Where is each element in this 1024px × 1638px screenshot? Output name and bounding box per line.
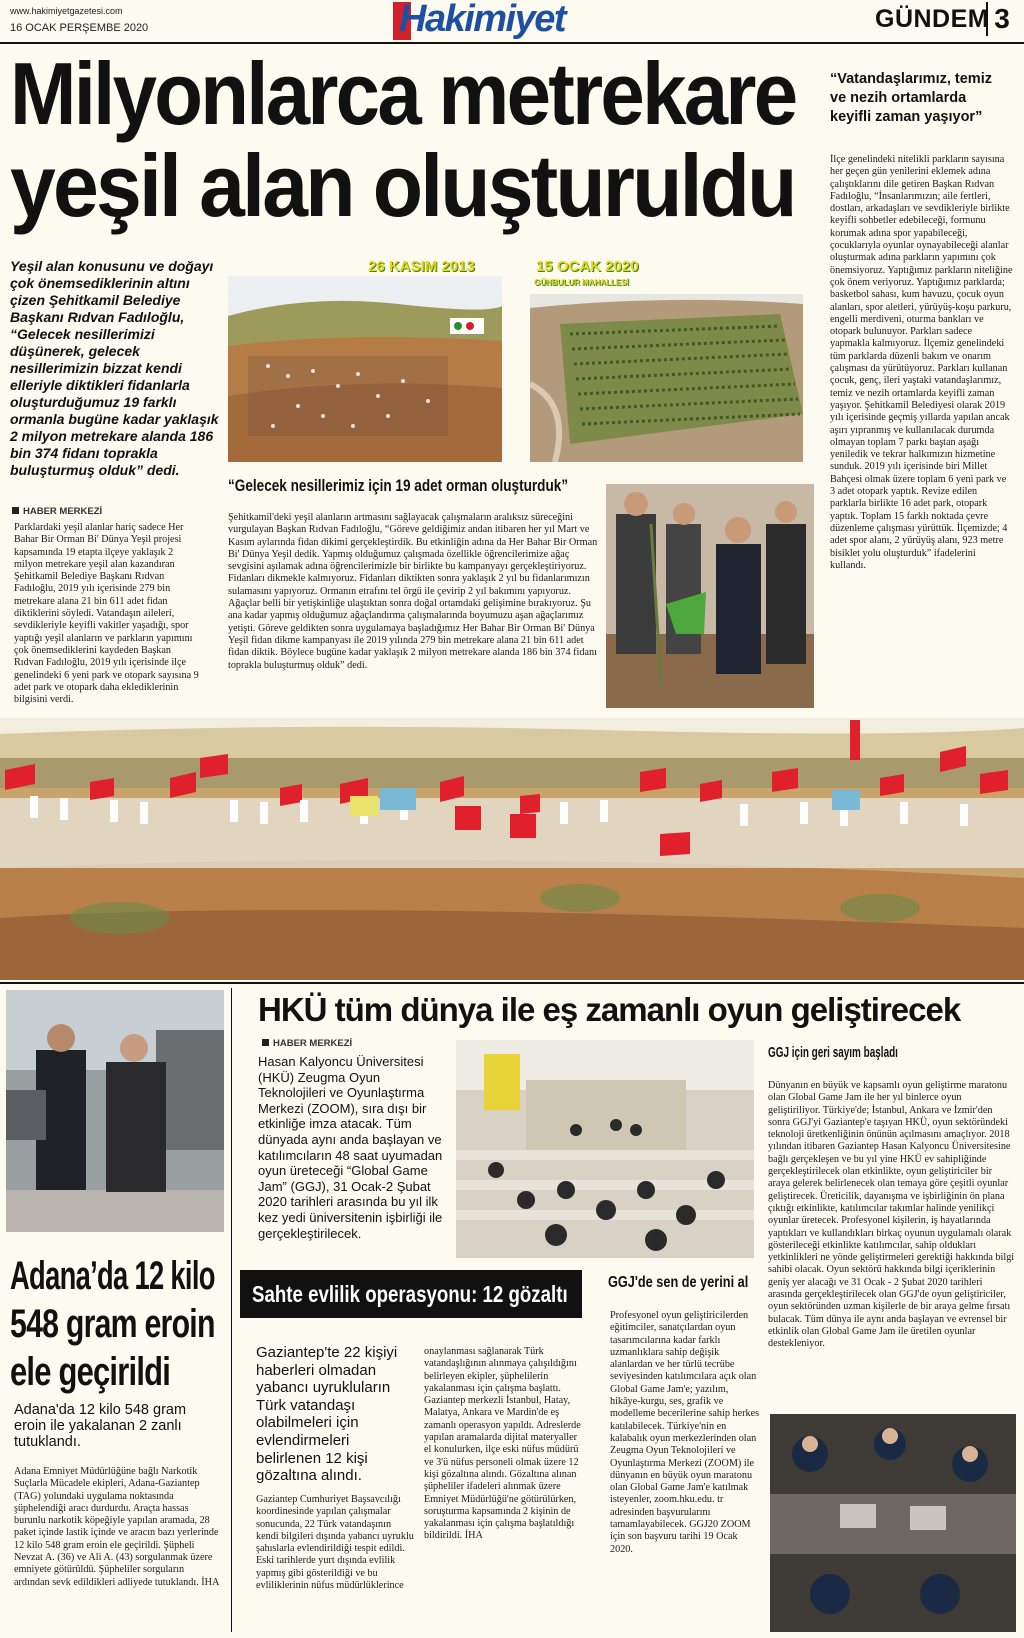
issue-date: 16 OCAK PERŞEMBE 2020 <box>10 22 149 34</box>
laptops-photo-svg <box>770 1414 1016 1632</box>
body-mid: Şehitkamil'deki yeşil alanların artmasını sağlayacak çalışmaların aralıksız süreceğini vurgulayan Başkan Rıdvan Fadıloğlu, “Göreve geldiğimiz andan itibaren her yıl Mart ve Kasım aylarında fidan dikimi gerçekleştirdik. Bu etkinliğin adına da Her Bahar Bir Orman Bi' Dünya Yeşil dedik. Yapmış olduğumuz çalışmada özellikle öğrencilerimize ağaç sevgisini aşılamak adına öğrencilerimizle bir birlikte bu kampanyayı gerçekleştiriyoruz. Fidanları dikmekle kalmıyoruz. Fidanları diktikten sonra yaklaşık 2 yıl bu fidanlarımızın sulamasını yapıyoruz. Ormanın etrafını tel örgü ile çevirip 2 yıl bakımını yapıyoruz. Ağaçlar belli bir yetişkinliğe ulaştıktan sonra doğal ortamdaki gelişimine bırakıyoruz. Şu ana kadar yapmış olduğumuz ağaçlandırma çalışmalarında boyumuzu aşan ağaçlarımız yetişti. Göreve geldikten sonra uygulamaya başladığımız Her Bahar Bir Orman Bi' Dünya Yeşil fidan dikme kampanyası ile 2019 yılında 279 bin metrekare alana 21 bin 611 adet fidan diktik. Böylece bugüne kadar yaklaşık 2 milyon metrekare alanda 186 bin 374 fidanı toprakla buluşturmuş olduk” dedi. <box>228 512 598 671</box>
hku-subhead-2: GGJ'de sen de yerini al <box>608 1274 749 1291</box>
hku-body-2: Profesyonel oyun geliştiricilerden eğitimciler, sanatçılardan oyun tasarımcılarına kadar farklı uzmanlıklara sahip değişik alanlardan ve her türlü tecrübe seviyesinden katılımcılara açık olan Global Game Jam'e; yazılım, hikâye-kurgu, ses, grafik ve modelleme becerilerine sahip herkes katılabilecek. Türkiye'nin en kalabalık oyun merkezlerinden olan Zeugma Oyun Teknolojileri ve Oyunlaştırma Merkezi (ZOOM) ile dünyanın en büyük oyun maratonu olan Global Game Jam'e katılmak isteyenler, zoom.hku.edu. tr adresinden başvurularını tamamlayabilecek. GGJ20 ZOOM için son başvuru tarihi 19 Ocak 2020. <box>610 1310 760 1555</box>
photo-forest-2020 <box>530 294 803 462</box>
photo2-date: 15 OCAK 2020 <box>536 258 639 275</box>
subhead-19-forests: “Gelecek nesillerimiz için 19 adet orman oluşturduk” <box>228 476 569 495</box>
adana-divider <box>231 988 232 1632</box>
sahte-body-1: Gaziantep Cumhuriyet Başsavcılığı koordinesinde yapılan çalışmalar sonucunda, 22 Türk vatandaşının kendi bilgileri dışında yabancı uyruklu şahıslarla evlendirildiği tespit edildi. Eski tarihlerde yurt dışında evlilik yapmış gibi gösterildiği ve bu evliliklerinin nüfus müdürlüklerince <box>256 1494 414 1592</box>
hku-body-1: Dünyanın en büyük ve kapsamlı oyun geliştirme maratonu olan Global Game Jam ile her yıl binlerce oyun geliştiriliyor. Türkiye'de; İstanbul, Ankara ve İzmir'den sonra GGJ'yi Gaziantep'e taşıyan HKÜ, oyun sektöründeki teknoloji üretkenliğinin önünün açılmasını amaçlıyor. 2018 yılından itibaren Gaziantep Hasan Kalyoncu Üniversitesine bağlı gerçekleşen ve bu yıl yine HKÜ ev sahipliğinde gerçekleştirilecek olan etkinlikte, oyun geliştiriciler bir araya gelerek belirlenecek olan temaya göre çeşitli oyunlar geliştirecek. Üreticilik, dayanışma ve işbirliğinin ön plana çıktığı etkinlikte, katılımcılar takımlar halinde yenilikçi oyunlar üretecek. Profesyonel kişilerin, iş hayatlarında yaptıkları ve kullandıkları birkaç oyunun uygulamalı olarak gösterileceği etkinlikte katılımcılar, sahip oldukları yetkinlikleri ne yönde geliştirmeleri gerektiği hakkında bilgi sahibi olacak. Oyun sektörü hakkında bilgi içeriklerinin geniş yer alacağı ve 31 Ocak - 2 Şubat 2020 tarihleri arasında gerçekleştirilecek olan GGJ'de oyun geliştiriciler, oyun sektöründen uzman kişilerle de bir araya gelme fırsatı bulacak. Tüm dünya ile aynı anda başlayan ve evrensel bir etkinlik olan Global Game Jam ile üretilen oyunlar destekleniyor. <box>768 1080 1015 1350</box>
headline-line1: Milyonlarca metrekare <box>10 44 796 143</box>
photo-students-laptops <box>770 1414 1016 1632</box>
sahte-lead: Gaziantep'te 22 kişiyi haberleri olmadan yabancı uyrukluların Türk vatandaşı olabilmeleri için evlendirmeleri belirlenen 12 kişi gözaltına alındı. <box>256 1344 398 1485</box>
adana-headline-1: Adana’da 12 kilo <box>10 1254 215 1298</box>
hku-byline: HABER MERKEZİ <box>262 1038 352 1049</box>
photo-police-arrest <box>6 990 224 1232</box>
hall-photo-svg <box>456 1040 754 1258</box>
byline: HABER MERKEZİ <box>12 506 102 517</box>
sahte-body-2: onaylanması sağlanarak Türk vatandaşlığının alınmaya çalışıldığını belirleyen ekipler, şüphelilerin yakalanması için çalışma başlattı. Gaziantep merkezli İstanbul, Hatay, Malatya, Ankara ve Mardin'de eş zamanlı operasyon yapıldı. Adreslerde yapılan aramalarda dijital materyaller el konulurken, ilçe eski nüfus müdürü ve 3'ü nüfus personeli olmak üzere 12 kişi gözaltına alındı. Gözaltına alınan şüpheliler ifadeleri alınmak üzere Emniyet Müdürlüğü'ne götürülürken, soruşturma kapsamında 2 kişinin de yakalanması için çalışma başlatıldığı bildirildi. İHA <box>424 1346 581 1542</box>
photo-mayor-svg <box>606 484 814 708</box>
adana-body: Adana Emniyet Müdürlüğüne bağlı Narkotik Suçlarla Mücadele ekipleri, Adana-Gaziantep (TAG) yolundaki uygulama noktasında şüphelendiği aracı durdurdu. Araçta hassas burunlu narkotik köpeğiyle yapılan aramada, 28 paket içinde lastik içinde ve aracın bazı yerlerinde 12 kilo 548 gram eroin ele geçirildi. Şüpheli Nevzat A. (36) ve Ali A. (43) sorgulanmak üzere emniyete götürüldü. Şüpheliler sorguların ardından sevk edildikleri adliyede tutuklandı. İHA <box>14 1466 220 1588</box>
hku-subhead-1: GGJ için geri sayım başladı <box>768 1044 898 1061</box>
panorama-svg <box>0 718 1024 980</box>
sahte-headline-box <box>240 1270 582 1318</box>
logo <box>393 0 585 42</box>
headline-line2: yeşil alan oluşturuldu <box>10 136 795 235</box>
hku-lead: Hasan Kalyoncu Üniversitesi (HKÜ) Zeugma Oyun Teknolojileri ve Oyunlaştırma Merkezi (ZOOM), sıra dışı bir etkinliğe imza atacak. Tüm dünyada aynı anda başlayan ve katılımcıların 48 saat uyumadan oyun üreteceği “Global Game Jam” (GGJ), 31 Ocak-2 Şubat 2020 tarihleri arasında bu yıl ilk kez yedi üniversitenin işbirliği ile gerçekleştirilecek. <box>258 1054 443 1241</box>
adana-lead: Adana'da 12 kilo 548 gram eroin ile yakalanan 2 zanlı tutuklandı. <box>14 1402 187 1450</box>
body-right: İlçe genelindeki nitelikli parkların sayısına her geçen gün yenilerini eklemek adına çalıştıklarını dile getiren Başkan Rıdvan Fadıloğlu, “İnsanlarımızın; aile fertleri, dostları, arkadaşları ve sevdikleriyle birlikte keyifli sohbetler edebileceği, formunu korumak adına spor yapabileceği, çocuklarıyla oyunlar oynayabileceği alanlar oluşturmak adına parkların yapımını çok önemsiyoruz. Yaptığımız parkların niteliğine çok önem veriyoruz. Yaptığımız parklarda; basketbol sahası, kum havuzu, çocuk oyun alanları, spor aletleri, yürüyüş-koşu parkuru, engelli merdiveni, oturma bankları ve otopark bulunuyor. Parkları sadece yapmakla kalmıyoruz. İlçemiz genelindeki tüm parklarda düzenli bakım ve onarım çalışması da yürütüyoruz. Parkları kullanan çocuk, genç, ileri yaştaki vatandaşlarımız, temiz ve nezih ortamlarda keyifli zaman yaşıyor. Şehitkamil Belediyesi olarak 2019 yılı içerisinde geçmiş yıllarda yapılan ancak aşırı yıpranmış ve kullanılacak durumda olmayan toplam 7 parkı baştan aşağı yeniledik ve tekrar halkımızın hizmetine sunduk. 2019 yılı içerisinde biri Millet Bahçesi olmak üzere toplam 6 yeni park ve 3 adet otopark yaptık. Revize edilen parklarla birlikte 16 adet park, otopark yaptık. Toplam 15 farklı noktada çevre düzenleme çalışması yürüttük. İlçemizde; 4 adet spor alanı, 2 yürüyüş alanı, 923 metre bisiklet yolu oluşturduk” ifadelerini kullandı. <box>830 154 1013 571</box>
logo-text: Hakimiyet <box>399 0 566 40</box>
photo2-place: GÜNBULUR MAHALLESİ <box>534 278 629 287</box>
section-name: GÜNDEM <box>875 5 990 33</box>
photo-2020-svg <box>530 294 803 462</box>
photo-tree-planting-2013 <box>228 276 502 462</box>
photo-mayor-planting <box>606 484 814 708</box>
photo-game-jam-hall <box>456 1040 754 1258</box>
section-divider <box>0 982 1024 984</box>
quote-headline: “Vatandaşlarımız, temiz ve nezih ortamlarda keyifli zaman yaşıyor” <box>830 71 992 125</box>
photo1-date: 26 KASIM 2013 <box>368 258 475 275</box>
photo-2013-svg <box>228 276 502 462</box>
adana-headline-2: 548 gram eroin <box>10 1302 215 1346</box>
lead-paragraph: Yeşil alan konusunu ve doğayı çok önemsediklerinin altını çizen Şehitkamil Belediye Başkanı Rıdvan Fadıloğlu, “Gelecek nesillerimizi düşünerek, gelecek nesillerimizin bizzat kendi elleriyle diktikleri fidanlarla oluşturduğumuz 19 farklı ormanla bugüne kadar yaklaşık 2 milyon metrekare alanda 186 bin 374 fidanı toprakla buluşturmuş olduk” dedi. <box>10 258 219 478</box>
body-col1: Parklardaki yeşil alanlar hariç sadece Her Bahar Bir Orman Bi' Dünya Yeşil projesi kapsamında 19 etapta ilçeye yaklaşık 2 milyon metrekare yeşil alan kazandıran Şehitkamil Belediye Başkanı Rıdvan Fadıloğlu, 2019 yılı içerisinde 279 bin metrekare alana 21 bin 611 adet fidan diktiklerini söyledi. Vatandaşın aileleri, sevdikleriyle keyifli vakitler yaşadığı, spor yaptığı yeşil alanların ve parkların yapımını çok önemsediklerini kaydeden Başkan Rıdvan Fadıloğlu, 2019 yılı içerisinde ilçe genelindeki 6 yeni park ve otopark sayısına 9 adet park ve otopark daha eklediklerinin bilgisini verdi. <box>14 522 199 706</box>
hku-headline: HKÜ tüm dünya ile eş zamanlı oyun geliştirecek <box>258 991 961 1028</box>
sahte-headline: Sahte evlilik operasyonu: 12 gözaltı <box>252 1281 568 1307</box>
adana-headline-3: ele geçirildi <box>10 1350 171 1394</box>
website: www.hakimiyetgazetesi.com <box>10 6 123 16</box>
police-photo-svg <box>6 990 224 1232</box>
page-number: 3 <box>986 2 1016 36</box>
photo-students-panorama <box>0 718 1024 980</box>
